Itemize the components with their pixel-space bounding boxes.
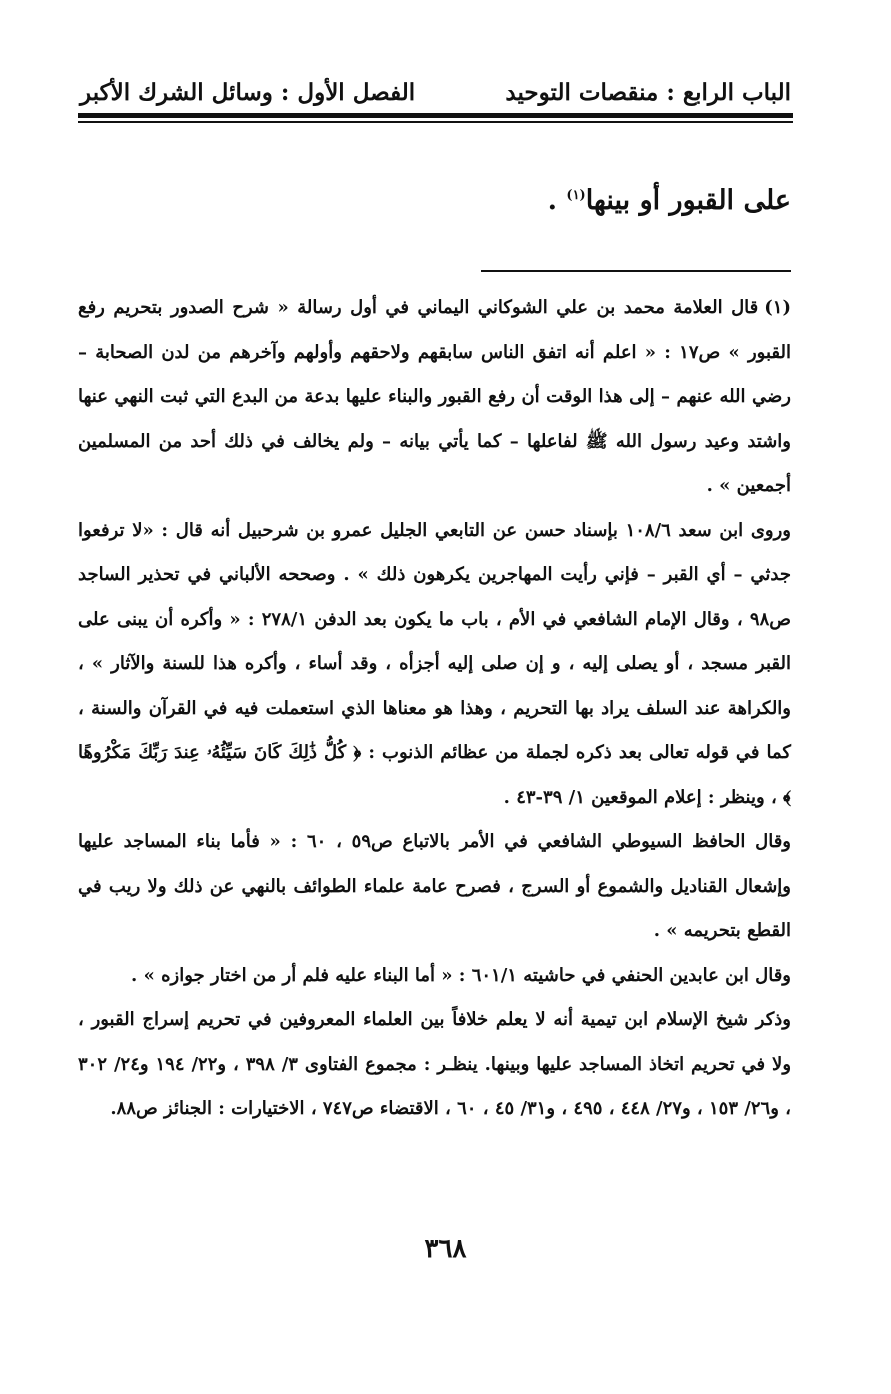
header-rule-thin bbox=[78, 121, 793, 123]
main-text-end: . bbox=[547, 185, 567, 216]
page-number: ٣٦٨ bbox=[424, 1234, 467, 1264]
footnote-number: (١) bbox=[764, 297, 791, 318]
footnote-paragraph-4: وقال ابن عابدين الحنفي في حاشيته ٦٠١/١ : « أما البناء عليه فلم أر من اختار جوازه » . bbox=[131, 964, 791, 986]
header-section-title: الفصل الأول : وسائل الشرك الأكبر bbox=[80, 78, 416, 106]
footnote-paragraph-1 bbox=[78, 286, 791, 509]
main-text bbox=[80, 172, 791, 225]
footnote-paragraph-5: وذكر شيخ الإسلام ابن تيمية أنه لا يعلم خلافاً بين العلماء المعروفين في تحريم إسراج القبور ، ولا في تحريم اتخاذ المساجد عليها وبينها. ينظـر : مجموع الفتاوى ٣/ ٣٩٨ ، و٢٢/ ١٩٤ و٢٤/ ٣٠٢ ، و٢٦/ ١٥٣ ، و٢٧/ ٤٤٨ ، ٤٩٥ ، و٣١/ ٤٥ ، ٦٠ ، الاقتضاء ص٧٤٧ ، الاختيارات : الجنائز ص٨٨. bbox=[78, 1009, 792, 1119]
header-chapter-title: الباب الرابع : منقصات التوحيد bbox=[505, 78, 791, 106]
running-header bbox=[80, 72, 791, 112]
footnote-text: قال العلامة محمد بن علي الشوكاني اليماني في أول رسالة « شرح الصدور بتحريم رفع القبور » ص١٧ : « اعلم أنه اتفق الناس سابقهم ولاحقهم وأولهم وآخرهم من لدن الصحابة – رضي الله عنهم – إلى هذا الوقت أن رفع القبور والبناء عليها بدعة من البدع التي ثبت النهي عنها واشتد وعيد رسول الله ﷺ لفاعلها – كما يأتي بيانه – ولم يخالف في ذلك أحد من المسلمين أجمعين » . bbox=[78, 297, 791, 496]
footnotes bbox=[78, 286, 791, 1132]
footnote-paragraph-2: وروى ابن سعد ١٠٨/٦ بإسناد حسن عن التابعي الجليل عمرو بن شرحبيل أنه قال : «لا ترفعوا جدثي – أي القبر – فإني رأيت المهاجرين يكرهون ذلك » . وصححه الألباني في تحذير الساجد ص٩٨ ، وقال الإمام الشافعي في الأم ، باب ما يكون بعد الدفن ٢٧٨/١ : « وأكره أن يبنى على القبر مسجد ، أو يصلى إليه ، و إن صلى إليه أجزأه ، وقد أساء ، وأكره هذا للسنة والآثار » ، والكراهة عند السلف يراد بها التحريم ، وهذا هو معناها الذي استعملت فيه في القرآن والسنة ، كما في قوله تعالى بعد ذكره لجملة من عظائم الذنوب : ﴿ كُلُّ ذَٰلِكَ كَانَ سَيِّئُهُۥ عِندَ رَبِّكَ مَكْرُوهًا ﴾ ، وينظر : إعلام الموقعين ١/ ٣٩-٤٣ . bbox=[78, 519, 792, 808]
main-text-body: على القبور أو بينها bbox=[585, 185, 791, 216]
footnote-separator bbox=[481, 270, 791, 272]
footnote-reference: (١) bbox=[566, 188, 586, 203]
footnote-paragraph-3: وقال الحافظ السيوطي الشافعي في الأمر بالاتباع ص٥٩ ، ٦٠ : « فأما بناء المساجد عليها وإشعال القناديل والشموع أو السرج ، فصرح عامة علماء الطوائف بالنهي عن ذلك ولا ريب في القطع بتحريمه » . bbox=[78, 831, 792, 941]
header-rule-thick bbox=[78, 113, 793, 118]
